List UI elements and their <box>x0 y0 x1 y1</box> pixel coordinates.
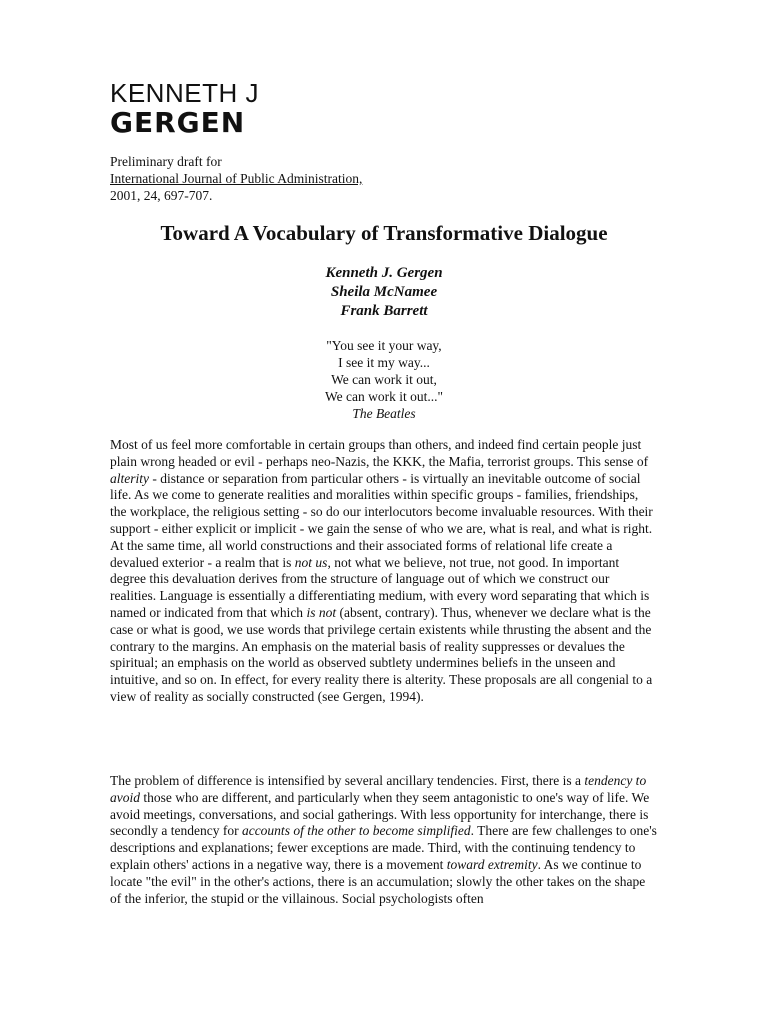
paragraph-text: . As we continue to locate "the evil" in the other's actions, there is an accumulation; slowly the other takes on the shape of the inferior, the stupid or the villainous. Social psychologists often <box>110 856 646 906</box>
epigraph-line: We can work it out..." <box>324 389 444 404</box>
emphasis-text: toward extremity <box>446 856 538 872</box>
emphasis-text: accounts of the other to become simplified <box>241 823 471 839</box>
emphasis-text: tendency to avoid <box>110 773 647 805</box>
body-paragraph <box>110 773 658 907</box>
paragraph-text: The problem of difference is intensified by several ancillary tendencies. First, there is a <box>110 773 585 788</box>
epigraph-source: The Beatles <box>352 406 416 421</box>
paragraph-text: . There are few challenges to one's descriptions and explanations; fewer exceptions are made. Third, with the continuing tendency to explain others' actions in a negative way, there is a movement <box>110 823 657 872</box>
emphasis-text: alterity <box>110 470 149 486</box>
emphasis-text: is not <box>306 604 337 620</box>
publication-citation: 2001, 24, 697-707. <box>110 188 213 203</box>
journal-link[interactable]: International Journal of Public Administration, <box>110 171 363 186</box>
publication-note: Preliminary draft for <box>110 154 222 169</box>
epigraph-line: I see it my way... <box>338 355 430 370</box>
emphasis-text: not us <box>294 554 328 570</box>
body-paragraph <box>110 437 658 706</box>
logo-first-name: KENNETH J <box>110 78 259 108</box>
paragraph-text: (absent, contrary). Thus, whenever we declare what is the case or what is good, we use words that privilege certain existents while thrusting the absent and the contrary to the margins. An emphasis on the material basis of reality suppresses or devalues the spiritual; an emphasis on the world as observed subtlety undermines beliefs in the unseen and intuitive, and so on. In effect, for every reality there is alterity. These proposals are all congenial to a view of reality as socially constructed (see Gergen, 1994). <box>110 604 653 704</box>
paragraph-text: those who are different, and particularly when they seem antagonistic to one's way of life. We avoid meetings, conversations, and social gatherings. With less opportunity for interchange, there is secondly a tendency for <box>110 789 650 839</box>
author-logo <box>110 80 259 137</box>
epigraph <box>0 337 768 422</box>
paragraph-text: , not what we believe, not true, not good. In important degree this devaluation derives from the structure of language out of which we construct our realities. Language is essentially a differentiating medium, with every word separating that which is named or indicated from that which <box>110 554 650 620</box>
publication-info <box>110 153 362 204</box>
author-name: Kenneth J. Gergen <box>325 265 443 281</box>
author-list <box>0 264 768 321</box>
document-title: Toward A Vocabulary of Transformative Dialogue <box>160 221 608 245</box>
paragraph-text: - distance or separation from particular others - is virtually an inevitable outcome of social life. As we come to generate realities and moralities within specific groups - families, friendships, the workplace, the religious setting - so do our interlocutors become invaluable resources. With their support - either explicit or implicit - we gain the sense of who we are, what is real, and what is right. At the same time, all world constructions and their associated forms of relational life create a devalued exterior - a realm that is <box>110 470 653 570</box>
epigraph-line: "You see it your way, <box>326 338 442 353</box>
epigraph-line: We can work it out, <box>331 372 437 387</box>
author-name: Frank Barrett <box>340 303 428 319</box>
paragraph-text: Most of us feel more comfortable in certain groups than others, and indeed find certain people just plain wrong headed or evil - perhaps neo-Nazis, the KKK, the Mafia, terrorist groups. This sense of <box>110 437 649 469</box>
author-name: Sheila McNamee <box>330 284 438 300</box>
logo-last-name: GERGEN <box>110 106 246 139</box>
